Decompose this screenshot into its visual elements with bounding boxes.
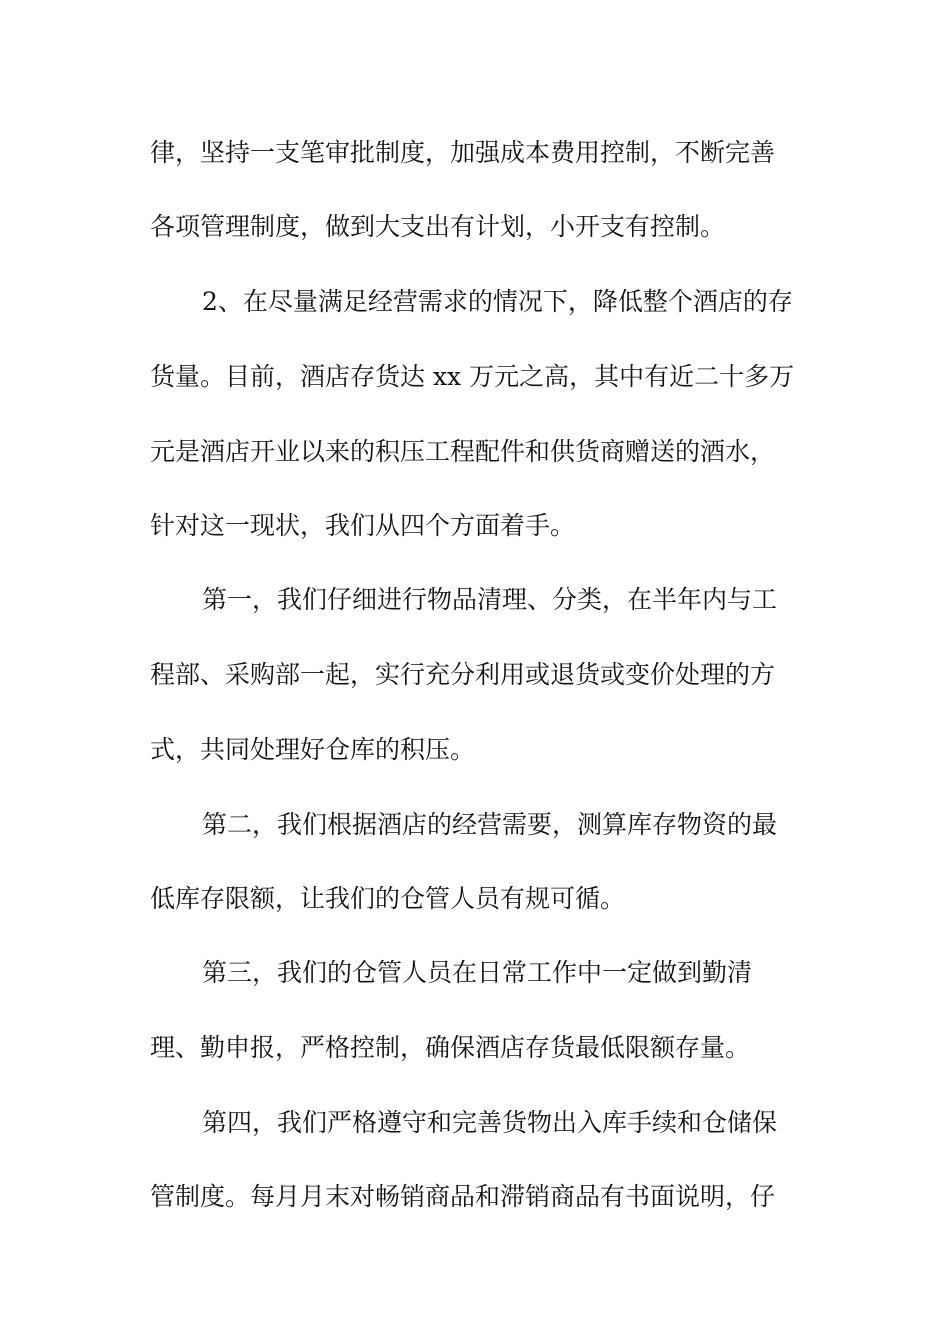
text-line: 货量。目前，酒店存货达 xx 万元之高，其中有近二十多万 xyxy=(150,362,795,391)
text-line: 元是酒店开业以来的积压工程配件和供货商赠送的酒水， xyxy=(150,437,776,466)
text-line: 管制度。每月月末对畅销商品和滞销商品有书面说明，仔 xyxy=(150,1182,776,1211)
text-line: 第三，我们的仓管人员在日常工作中一定做到勤清 xyxy=(202,958,753,987)
text-line: 理、勤申报，严格控制，确保酒店存货最低限额存量。 xyxy=(150,1033,751,1062)
text-line: 程部、采购部一起，实行充分利用或退货或变价处理的方 xyxy=(150,660,776,689)
text-line: 律，坚持一支笔审批制度，加强成本费用控制，不断完善 xyxy=(150,138,776,167)
text-line: 第四，我们严格遵守和完善货物出入库手续和仓储保 xyxy=(202,1108,778,1137)
text-line: 低库存限额，让我们的仓管人员有规可循。 xyxy=(150,884,626,913)
text-line: 式，共同处理好仓库的积压。 xyxy=(150,735,476,764)
text-line: 2、在尽量满足经营需求的情况下，降低整个酒店的存 xyxy=(202,287,793,316)
text-line: 各项管理制度，做到大支出有计划，小开支有控制。 xyxy=(150,212,726,241)
text-line: 第一，我们仔细进行物品清理、分类，在半年内与工 xyxy=(202,585,778,614)
text-line: 针对这一现状，我们从四个方面着手。 xyxy=(150,511,576,540)
text-line: 第二，我们根据酒店的经营需要，测算库存物资的最 xyxy=(202,810,778,839)
